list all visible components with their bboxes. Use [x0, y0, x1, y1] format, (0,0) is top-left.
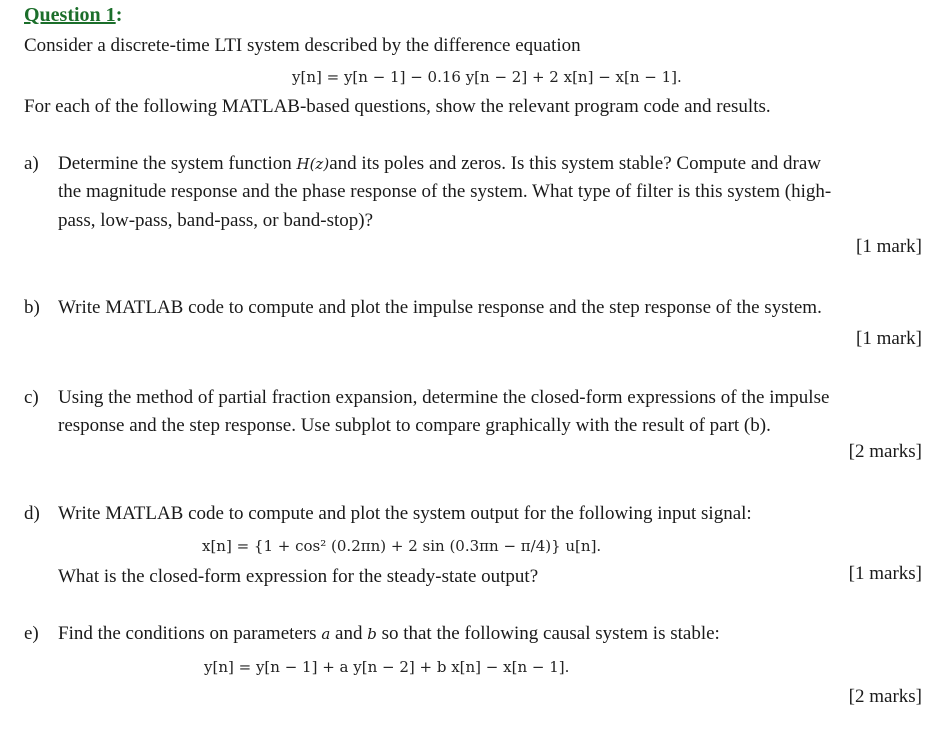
- part-d-label: d): [24, 503, 40, 524]
- part-b-label: b): [24, 297, 40, 318]
- part-e-mark: [2 marks]: [848, 686, 922, 707]
- instruction-text: For each of the following MATLAB-based questions, show the relevant program code and results.: [24, 96, 771, 117]
- part-c-line2: response and the step response. Use subplot to compare graphically with the result of part (b).: [58, 415, 771, 436]
- part-a-mark: [1 mark]: [856, 236, 922, 257]
- part-a-line1: Determine the system function H(z)and its poles and zeros. Is this system stable? Compute and draw: [58, 153, 821, 174]
- intro-text: Consider a discrete-time LTI system described by the difference equation: [24, 35, 581, 56]
- param-a-symbol: a: [321, 625, 331, 643]
- input-signal-equation: x[n] = {1 + cos² (0.2πn) + 2 sin (0.3πn − π/4)} u[n].: [202, 537, 602, 555]
- difference-equation: y[n] = y[n − 1] − 0.16 y[n − 2] + 2 x[n] − x[n − 1].: [292, 68, 682, 86]
- part-a-label: a): [24, 153, 39, 174]
- param-b-symbol: b: [367, 625, 377, 643]
- system-function-symbol: H(z): [296, 155, 330, 173]
- part-b-mark: [1 mark]: [856, 328, 922, 349]
- part-d-line2: What is the closed-form expression for the steady-state output?: [58, 566, 539, 587]
- part-c-mark: [2 marks]: [848, 441, 922, 462]
- part-d-mark: [1 marks]: [848, 563, 922, 584]
- part-a-line3: pass, low-pass, band-pass, or band-stop)?: [58, 210, 374, 231]
- part-a-line2: the magnitude response and the phase response of the system. What type of filter is this system (high-: [58, 181, 832, 202]
- part-c-line1: Using the method of partial fraction expansion, determine the closed-form expressions of the impulse: [58, 387, 830, 408]
- part-c-label: c): [24, 387, 39, 408]
- part-e-line1: Find the conditions on parameters a and b so that the following causal system is stable:: [58, 623, 720, 644]
- causal-system-equation: y[n] = y[n − 1] + a y[n − 2] + b x[n] − x[n − 1].: [204, 658, 570, 676]
- part-b-line1: Write MATLAB code to compute and plot the impulse response and the step response of the system.: [58, 297, 822, 318]
- part-d-line1: Write MATLAB code to compute and plot the system output for the following input signal:: [58, 503, 752, 524]
- question-title: Question 1:: [24, 4, 123, 26]
- part-e-label: e): [24, 623, 39, 644]
